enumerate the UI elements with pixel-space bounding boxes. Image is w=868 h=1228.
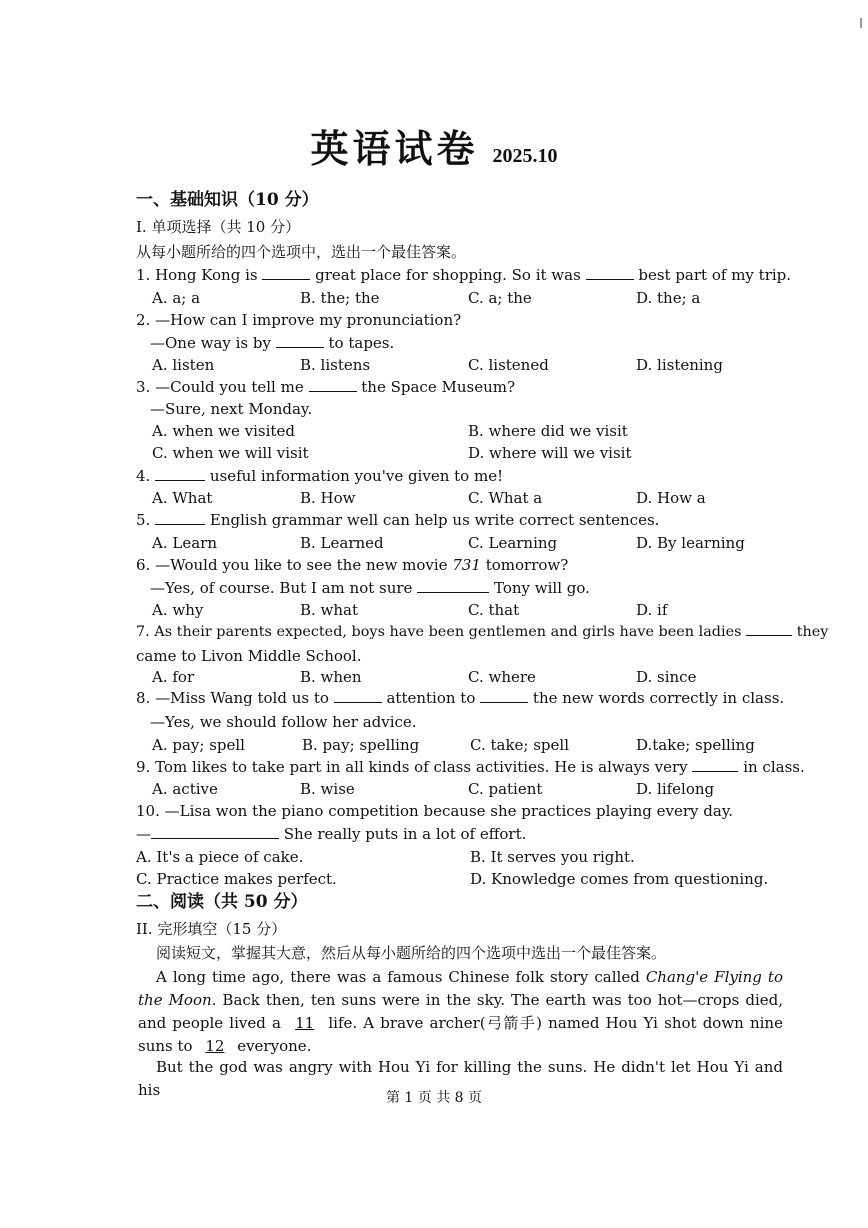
q9-options	[0, 779, 868, 799]
part2-instruction: 阅读短文，掌握其大意，然后从每小题所给的四个选项中选出一个最佳答案。	[156, 944, 667, 962]
q3-options-row1	[0, 421, 868, 441]
passage-paragraph-1: A long time ago, there was a famous Chinese folk story called Chang'e Flying to the Moon. Back then, ten suns were in the sky. The earth was too hot—crops died, and people lived a 11 life. A brave archer(弓箭手) named Hou Yi shot down nine suns to 12 everyone.	[138, 968, 784, 1055]
page-footer: 第 1 页 共 8 页	[385, 1090, 483, 1106]
q1-stem: 1. Hong Kong is great place for shopping. So it was best part of my trip.	[136, 266, 792, 284]
q6-option-d[interactable]: D. if	[636, 601, 668, 619]
q4-option-b[interactable]: B. How	[300, 489, 356, 507]
q4-option-a[interactable]: A. What	[152, 489, 213, 507]
q7-option-b[interactable]: B. when	[300, 668, 362, 686]
q3-option-b[interactable]: B. where did we visit	[468, 422, 628, 440]
q4-option-d[interactable]: D. How a	[636, 489, 706, 507]
q5-options	[0, 533, 868, 553]
q6-options	[0, 600, 868, 620]
q8-option-d[interactable]: D.take; spelling	[636, 736, 755, 754]
q10-stem1: 10. —Lisa won the piano competition because she practices playing every day.	[136, 802, 734, 820]
q7-option-a[interactable]: A. for	[152, 668, 195, 686]
q5-option-a[interactable]: A. Learn	[152, 534, 217, 552]
q6-option-c[interactable]: C. that	[468, 601, 520, 619]
q2-options	[0, 355, 868, 375]
part1-heading: 一、基础知识（10 分）	[136, 190, 319, 210]
q2-option-a[interactable]: A. listen	[152, 356, 215, 374]
q4-stem: 4. useful information you've given to me!	[136, 467, 504, 485]
q8-stem1: 8. —Miss Wang told us to attention to the new words correctly in class.	[136, 689, 785, 707]
q1-option-d[interactable]: D. the; a	[636, 289, 701, 307]
part1-instruction: 从每小题所给的四个选项中，选出一个最佳答案。	[136, 243, 467, 261]
q6-option-b[interactable]: B. what	[300, 601, 359, 619]
cloze-blank-11[interactable]: 11	[295, 1014, 315, 1032]
q3-option-a[interactable]: A. when we visited	[152, 422, 295, 440]
q2-stem1: 2. —How can I improve my pronunciation?	[136, 311, 462, 329]
scan-mark	[860, 18, 862, 28]
cloze-blank-12[interactable]: 12	[205, 1037, 225, 1055]
q9-option-a[interactable]: A. active	[152, 780, 218, 798]
q2-stem2: —One way is by to tapes.	[150, 334, 395, 352]
q9-stem: 9. Tom likes to take part in all kinds of class activities. He is always very in class.	[136, 758, 805, 776]
q2-option-b[interactable]: B. listens	[300, 356, 371, 374]
exam-title-main: 英语试卷	[310, 126, 479, 171]
q5-option-b[interactable]: B. Learned	[300, 534, 384, 552]
q4-option-c[interactable]: C. What a	[468, 489, 543, 507]
q10-options-row1	[0, 847, 868, 867]
q10-option-b[interactable]: B. It serves you right.	[470, 848, 635, 866]
part2-heading: 二、阅读（共 50 分）	[136, 892, 308, 912]
q7-stem2: came to Livon Middle School.	[136, 647, 362, 665]
q8-stem2: —Yes, we should follow her advice.	[150, 713, 417, 731]
q7-option-d[interactable]: D. since	[636, 668, 697, 686]
q10-options-row2	[0, 869, 868, 889]
q8-option-a[interactable]: A. pay; spell	[152, 736, 245, 754]
q7-options	[0, 667, 868, 687]
q1-option-a[interactable]: A. a; a	[152, 289, 201, 307]
q1-options	[0, 288, 868, 308]
q3-stem2: —Sure, next Monday.	[150, 400, 313, 418]
passage-paragraph-2: But the god was angry with Hou Yi for killing the suns. He didn't let Hou Yi and his	[138, 1058, 783, 1099]
q8-option-c[interactable]: C. take; spell	[470, 736, 570, 754]
q3-option-d[interactable]: D. where will we visit	[468, 444, 632, 462]
q10-option-d[interactable]: D. Knowledge comes from questioning.	[470, 870, 769, 888]
q9-option-c[interactable]: C. patient	[468, 780, 543, 798]
q6-stem1: 6. —Would you like to see the new movie 731 tomorrow?	[136, 556, 569, 574]
q8-option-b[interactable]: B. pay; spelling	[302, 736, 420, 754]
q6-option-a[interactable]: A. why	[152, 601, 204, 619]
q6-stem2: —Yes, of course. But I am not sure Tony will go.	[150, 579, 590, 597]
q5-stem: 5. English grammar well can help us write correct sentences.	[136, 511, 660, 529]
q10-stem2: — She really puts in a lot of effort.	[136, 825, 527, 843]
q1-option-b[interactable]: B. the; the	[300, 289, 380, 307]
exam-title	[0, 118, 868, 173]
q7-stem1: 7. As their parents expected, boys have been gentlemen and girls have been ladies they	[136, 624, 829, 640]
q9-option-d[interactable]: D. lifelong	[636, 780, 715, 798]
q2-option-c[interactable]: C. listened	[468, 356, 549, 374]
q8-options	[0, 735, 868, 755]
q9-option-b[interactable]: B. wise	[300, 780, 355, 798]
q7-option-c[interactable]: C. where	[468, 668, 536, 686]
q10-option-a[interactable]: A. It's a piece of cake.	[136, 848, 304, 866]
q1-option-c[interactable]: C. a; the	[468, 289, 532, 307]
part2-sub: II. 完形填空（15 分）	[136, 920, 287, 938]
q5-option-d[interactable]: D. By learning	[636, 534, 745, 552]
q3-options-row2	[0, 443, 868, 463]
q2-option-d[interactable]: D. listening	[636, 356, 723, 374]
q10-option-c[interactable]: C. Practice makes perfect.	[136, 870, 337, 888]
q5-option-c[interactable]: C. Learning	[468, 534, 558, 552]
part1-sub: I. 单项选择（共 10 分）	[136, 218, 301, 236]
exam-date: 2025.10	[492, 145, 558, 167]
q3-option-c[interactable]: C. when we will visit	[152, 444, 309, 462]
q3-stem1: 3. —Could you tell me the Space Museum?	[136, 378, 516, 396]
q4-options	[0, 488, 868, 508]
